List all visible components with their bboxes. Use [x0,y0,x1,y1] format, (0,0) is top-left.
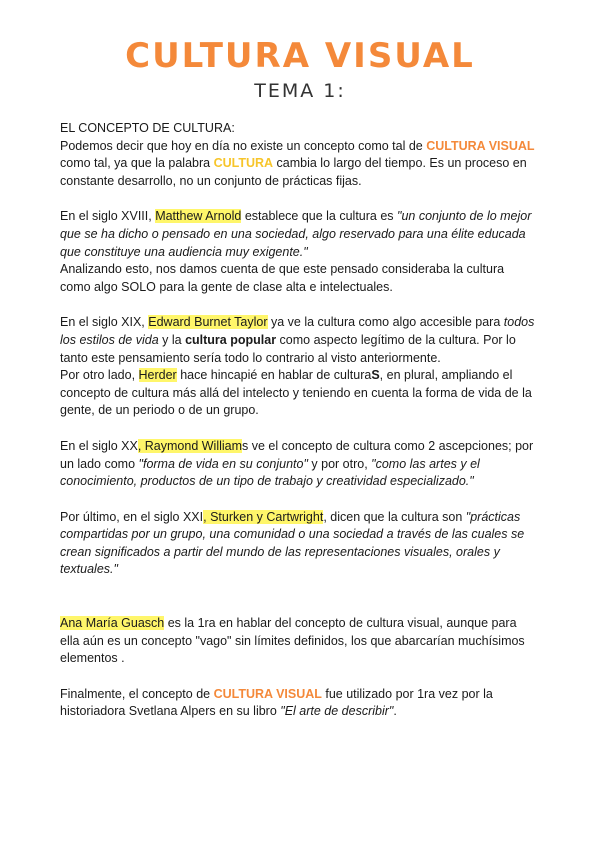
highlight-raymond-williams: , Raymond William [137,438,243,453]
paragraph-xxi: Por último, en el siglo XXI, Sturken y Cartwright, dicen que la cultura son "prácticas compartidas por un grupo, una comunidad o una sociedad a través de las cuales se crean significados a partir del mundo de las representaciones visuales, orales y textuales." [60,509,525,577]
section-heading: EL CONCEPTO DE CULTURA: [60,121,235,135]
paragraph-intro: Podemos decir que hoy en día no existe un concepto como tal de CULTURA VISUAL como tal, ya que la palabra CULTURA cambia lo largo del tiempo. Es un proceso en constante desarrollo, no un conjunto de prácticas fijas. [60,138,535,188]
keyword-cultura-visual-2: CULTURA VISUAL [213,686,322,701]
bold-cultura-popular: cultura popular [185,332,277,347]
document-title: CULTURA VISUAL [125,36,475,76]
paragraph-guasch: Ana María Guasch es la 1ra en hablar del concepto de cultura visual, aunque para ella aún es un concepto "vago" sin límites definidos, los que abarcarían muchísimos elementos . [60,616,525,666]
paragraph-xviii-analysis: Analizando esto, nos damos cuenta de que este pensado consideraba la cultura como algo SOLO para la gente de clase alta e intelectuales. [60,262,505,294]
highlight-edward-burnet-taylor: Edward Burnet Taylor [148,315,268,330]
paragraph-alpers: Finalmente, el concepto de CULTURA VISUAL fue utilizado por 1ra vez por la historiadora Svetlana Alpers en su libro "El arte de describir". [60,686,493,719]
highlight-herder: Herder [138,368,177,383]
keyword-cultura-visual: CULTURA VISUAL [426,138,535,153]
paragraph-xix: En el siglo XIX, Edward Burnet Taylor ya ve la cultura como algo accesible para todos los estilos de vida y la cultura popular como aspecto legítimo de la cultura. Por lo tanto este pensamiento sería todo lo contrario al visto anteriormente. [60,315,535,365]
highlight-sturken-cartwright: , Sturken y Cartwright [203,509,324,524]
paragraph-xviii: En el siglo XVIII, Matthew Arnold establece que la cultura es "un conjunto de lo mejor que se ha dicho o pensado en una sociedad, algo reservado para una élite educada que constituye una audiencia muy exigente." [60,209,532,259]
paragraph-herder: Por otro lado, Herder hace hincapié en hablar de culturaS, en plural, ampliando el concepto de cultura más allá del intelecto y teniendo en cuenta la forma de vida de la gente, de un periodo o de un grupo. [60,368,532,418]
highlight-ana-maria-guasch: Ana María Guasch [60,616,165,631]
paragraph-xx: En el siglo XX, Raymond Williams ve el concepto de cultura como 2 ascepciones; por un lado como "forma de vida en su conjunto" y por otro, "como las artes y el conocimiento, productos de un tipo de trabajo y creatividad especializado." [60,438,534,489]
document-subtitle: TEMA 1: [254,80,346,102]
book-title: "El arte de describir" [280,704,394,719]
quote-arnold: "un conjunto de lo mejor que se ha dicho o pensado en una sociedad, algo reservado para una élite educada que constituye una audiencia muy exigente." [60,209,532,259]
keyword-cultura: CULTURA [213,156,274,171]
document-body [60,120,538,721]
highlight-matthew-arnold: Matthew Arnold [155,209,242,224]
